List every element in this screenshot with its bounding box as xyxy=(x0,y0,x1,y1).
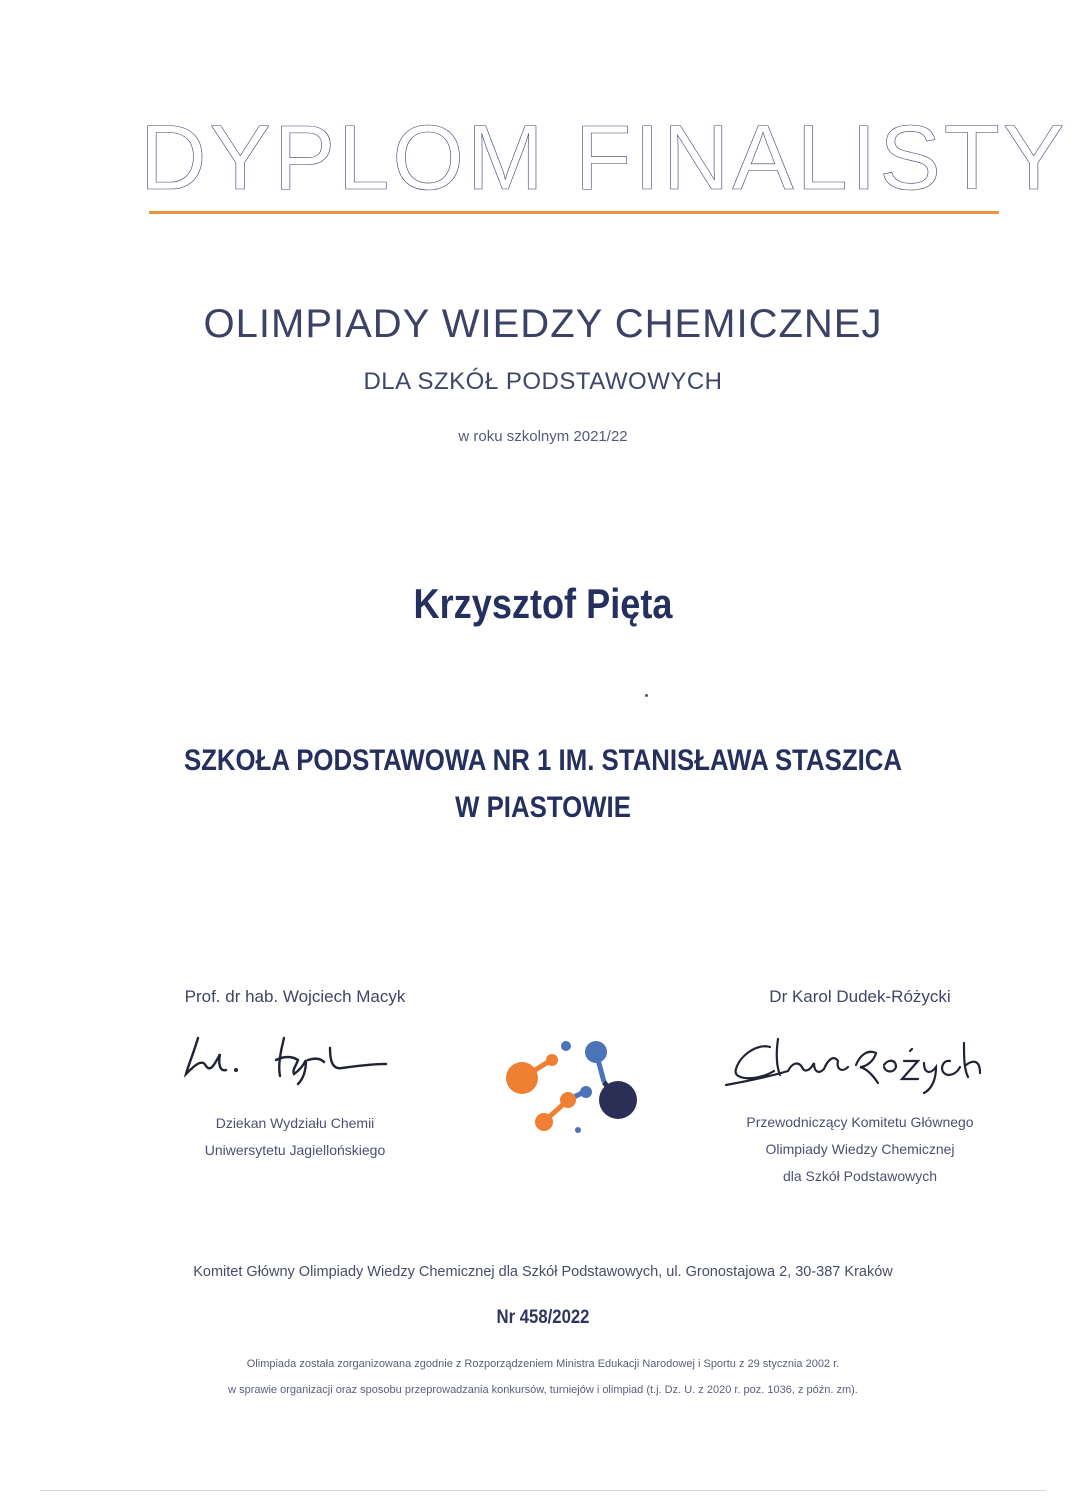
school-year: w roku szkolnym 2021/22 xyxy=(458,428,628,445)
left-signature-icon xyxy=(180,1030,400,1090)
right-signature-icon xyxy=(718,1025,998,1095)
olympiad-name: OLIMPIADY WIEDZY CHEMICZNEJ xyxy=(203,302,883,346)
left-signatory-name-block xyxy=(150,987,440,1007)
right-signatory-role-line1: Przewodniczący Komitetu Głównego xyxy=(746,1114,974,1130)
right-signatory-role-block xyxy=(700,1109,1020,1190)
left-signatory-role-line2: Uniwersytetu Jagiellońskiego xyxy=(204,1142,386,1158)
school-name-line1: SZKOŁA PODSTAWOWA NR 1 IM. STANISŁAWA STASZICA xyxy=(183,744,903,777)
school-level: DLA SZKÓŁ PODSTAWOWYCH xyxy=(363,368,723,395)
committee-address: Komitet Główny Olimpiady Wiedzy Chemicznej dla Szkół Podstawowych, ul. Gronostajowa 2, 30-387 Kraków xyxy=(193,1264,893,1280)
molecule-logo-icon xyxy=(500,1038,645,1138)
school-name-line2: W PIASTOWIE xyxy=(455,791,631,824)
diploma-number: Nr 458/2022 xyxy=(496,1307,590,1328)
right-signatory-role-line2: Olimpiady Wiedzy Chemicznej xyxy=(765,1141,955,1157)
right-signatory-role-line3: dla Szkół Podstawowych xyxy=(782,1168,938,1184)
title-underline xyxy=(149,211,999,214)
right-signatory-name-block xyxy=(700,987,1020,1007)
recipient-name: Krzysztof Pięta xyxy=(413,580,673,627)
diploma-title: DYPLOM FINALISTY xyxy=(140,107,1068,209)
right-signatory-name: Dr Karol Dudek-Różycki xyxy=(769,987,951,1006)
legal-note-line2: w sprawie organizacji oraz sposobu przeprowadzania konkursów, turniejów i olimpiad (t.j. Dz. U. z 2020 r. poz. 1036, z późn. zm). xyxy=(228,1384,858,1396)
left-signatory-role-line1: Dziekan Wydziału Chemii xyxy=(215,1115,375,1131)
scan-edge-line xyxy=(40,1490,1046,1491)
legal-note-line1: Olimpiada została zorganizowana zgodnie z Rozporządzeniem Ministra Edukacji Narodowej i Sportu z 29 stycznia 2002 r. xyxy=(246,1358,840,1370)
scan-speck xyxy=(645,694,648,697)
left-signatory-name: Prof. dr hab. Wojciech Macyk xyxy=(184,987,406,1006)
left-signatory-role-block xyxy=(150,1110,440,1164)
